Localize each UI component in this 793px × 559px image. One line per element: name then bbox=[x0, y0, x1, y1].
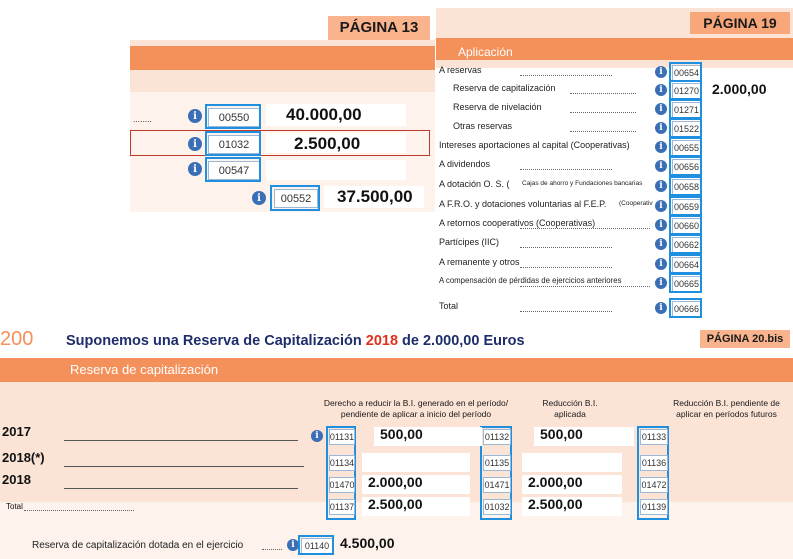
code-00552: 00552 bbox=[274, 189, 318, 208]
p19-row-label: A remanente y otros bbox=[439, 257, 520, 267]
value-c1: 2.000,00 bbox=[368, 474, 423, 490]
p19-row-label: A retornos cooperativos (Cooperativas) bbox=[439, 218, 596, 228]
dots bbox=[570, 131, 636, 132]
info-icon[interactable]: i bbox=[655, 238, 667, 250]
col1-header: Derecho a reducir la B.I. generado en el período/ pendiente de aplicar a inicio del período bbox=[323, 398, 509, 419]
row-underline bbox=[64, 466, 304, 467]
p19-code: 00660 bbox=[672, 218, 701, 234]
p19-code: 00666 bbox=[672, 301, 701, 317]
bluebox bbox=[270, 185, 320, 211]
col3-header: Reducción B.I. pendiente de aplicar en períodos futuros bbox=[673, 398, 780, 419]
value-c1: 500,00 bbox=[380, 426, 423, 442]
info-icon[interactable]: i bbox=[655, 258, 667, 270]
footer-code: 01140 bbox=[301, 538, 333, 554]
panel13-header-bar bbox=[130, 46, 435, 70]
bluebox bbox=[669, 196, 702, 216]
headline bbox=[66, 333, 525, 349]
p19-code: 00665 bbox=[672, 276, 701, 292]
p19-row-label: Intereses aportaciones al capital (Cooperativas) bbox=[439, 140, 630, 150]
code-c1: 01137 bbox=[329, 499, 355, 515]
section-title: Reserva de capitalización bbox=[70, 362, 219, 377]
code-00547: 00547 bbox=[208, 161, 260, 180]
p19-row-label: A F.R.O. y dotaciones voluntarias al F.E.P. bbox=[439, 199, 607, 209]
row-label: 2017 bbox=[2, 424, 31, 439]
value-box bbox=[266, 160, 406, 180]
bluebox bbox=[669, 156, 702, 176]
info-icon[interactable]: i bbox=[655, 84, 667, 96]
info-icon[interactable]: i bbox=[188, 162, 202, 176]
bluebox bbox=[669, 62, 702, 82]
p19-code: 01271 bbox=[672, 102, 701, 118]
bluebox bbox=[669, 254, 702, 274]
bluebox bbox=[669, 273, 702, 293]
value-box bbox=[522, 453, 622, 472]
dots bbox=[520, 75, 612, 76]
code-c1: 01131 bbox=[329, 429, 355, 445]
info-icon[interactable]: i bbox=[287, 539, 299, 551]
row-label: 2018(*) bbox=[2, 450, 45, 465]
info-icon[interactable]: i bbox=[655, 103, 667, 115]
info-icon[interactable]: i bbox=[655, 141, 667, 153]
p19-row-label: A compensación de pérdidas de ejercicios anteriores bbox=[439, 276, 622, 285]
code-c3: 01139 bbox=[640, 499, 668, 515]
p19-code: 00664 bbox=[672, 257, 701, 273]
p19-row-label: Total bbox=[439, 301, 459, 311]
footer-value: 4.500,00 bbox=[340, 535, 395, 551]
dots bbox=[520, 311, 612, 312]
page-label-20bis: PÁGINA 20.bis bbox=[700, 330, 790, 348]
dots-fragment: ........ bbox=[133, 114, 152, 124]
dots bbox=[520, 267, 612, 268]
code-c2: 01132 bbox=[483, 429, 511, 445]
bluebox bbox=[669, 215, 702, 235]
code-c1: 01470 bbox=[329, 477, 355, 493]
p19-row-label: A reservas bbox=[439, 65, 482, 75]
code-c2: 01135 bbox=[483, 455, 511, 471]
bluebox bbox=[669, 298, 702, 318]
bluebox bbox=[669, 176, 702, 196]
info-icon[interactable]: i bbox=[311, 430, 323, 442]
bluebox bbox=[669, 137, 702, 157]
headline-post: de 2.000,00 Euros bbox=[398, 333, 525, 349]
code-c3: 01136 bbox=[640, 455, 668, 471]
p19-row-label: Otras reservas bbox=[453, 121, 513, 131]
dots bbox=[570, 112, 636, 113]
headline-year: 2018 bbox=[365, 333, 399, 349]
headline-pre: Suponemos una Reserva de Capitalización bbox=[66, 333, 366, 349]
info-icon[interactable]: i bbox=[655, 200, 667, 212]
dots bbox=[570, 93, 636, 94]
info-icon[interactable]: i bbox=[655, 219, 667, 231]
col2-header: Reducción B.I. aplicada bbox=[542, 398, 598, 419]
value-c1: 2.500,00 bbox=[368, 496, 423, 512]
dots bbox=[520, 169, 612, 170]
value-00550: 40.000,00 bbox=[286, 105, 362, 124]
value-c2: 2.500,00 bbox=[528, 496, 583, 512]
code-01032: 01032 bbox=[208, 135, 260, 154]
page-label-19: PÁGINA 19 bbox=[690, 12, 790, 34]
bluebox bbox=[669, 99, 702, 119]
value-01032: 2.500,00 bbox=[294, 134, 361, 153]
p19-row-label: A dotación O. S. ( bbox=[439, 179, 510, 189]
bluebox bbox=[669, 234, 702, 254]
dots bbox=[520, 228, 650, 229]
bluebox bbox=[205, 104, 261, 129]
value-c2: 500,00 bbox=[540, 426, 583, 442]
dots bbox=[262, 549, 282, 550]
p19-code: 00662 bbox=[672, 237, 701, 253]
p19-row-sublabel: (Cooperativ bbox=[619, 200, 653, 207]
bluebox bbox=[205, 131, 261, 156]
bluebox bbox=[205, 157, 261, 182]
info-icon[interactable]: i bbox=[655, 277, 667, 289]
row-label: 2018 bbox=[2, 472, 31, 487]
info-icon[interactable]: i bbox=[655, 302, 667, 314]
code-c2: 01032 bbox=[483, 499, 511, 515]
dots bbox=[520, 286, 650, 287]
code-c2: 01471 bbox=[483, 477, 511, 493]
p19-row-label: Reserva de capitalización bbox=[453, 83, 556, 93]
p19-code: 00658 bbox=[672, 179, 701, 195]
total-value-00552: 37.500,00 bbox=[337, 187, 413, 206]
row-underline bbox=[64, 488, 298, 489]
p19-code: 01522 bbox=[672, 121, 701, 137]
p19-code: 00656 bbox=[672, 159, 701, 175]
page-number: 200 bbox=[0, 328, 34, 350]
page-label-13: PÁGINA 13 bbox=[328, 16, 430, 40]
bluebox bbox=[669, 118, 702, 138]
code-c1: 01134 bbox=[329, 455, 355, 471]
p19-code: 00654 bbox=[672, 65, 701, 81]
info-icon[interactable]: i bbox=[655, 160, 667, 172]
info-icon[interactable]: i bbox=[188, 109, 202, 123]
p19-row-label: Reserva de nivelación bbox=[453, 102, 542, 112]
p19-row-label: A dividendos bbox=[439, 159, 491, 169]
panel19-section-title: Aplicación bbox=[458, 45, 513, 59]
value-box bbox=[362, 453, 470, 472]
p19-value: 2.000,00 bbox=[712, 81, 767, 97]
bluebox bbox=[669, 80, 702, 100]
footer-label: Reserva de capitalización dotada en el ejercicio bbox=[32, 540, 244, 551]
p19-row-label: Partícipes (IIC) bbox=[439, 237, 500, 247]
p19-code: 00659 bbox=[672, 199, 701, 215]
value-c2: 2.000,00 bbox=[528, 474, 583, 490]
p19-code: 01270 bbox=[672, 83, 701, 99]
code-00550: 00550 bbox=[208, 108, 260, 127]
p19-row-sublabel: Cajas de ahorro y Fundaciones bancarias bbox=[522, 180, 643, 187]
info-icon[interactable]: i bbox=[655, 122, 667, 134]
row-label: Total bbox=[6, 502, 23, 511]
info-icon[interactable]: i bbox=[655, 180, 667, 192]
info-icon[interactable]: i bbox=[252, 191, 266, 205]
p19-code: 00655 bbox=[672, 140, 701, 156]
dots bbox=[520, 247, 612, 248]
bluebox bbox=[298, 535, 334, 555]
info-icon[interactable]: i bbox=[655, 66, 667, 78]
info-icon[interactable]: i bbox=[188, 137, 202, 151]
row-underline bbox=[64, 440, 298, 441]
code-c3: 01472 bbox=[640, 477, 668, 493]
row-underline bbox=[24, 510, 134, 511]
code-c3: 01133 bbox=[640, 429, 668, 445]
